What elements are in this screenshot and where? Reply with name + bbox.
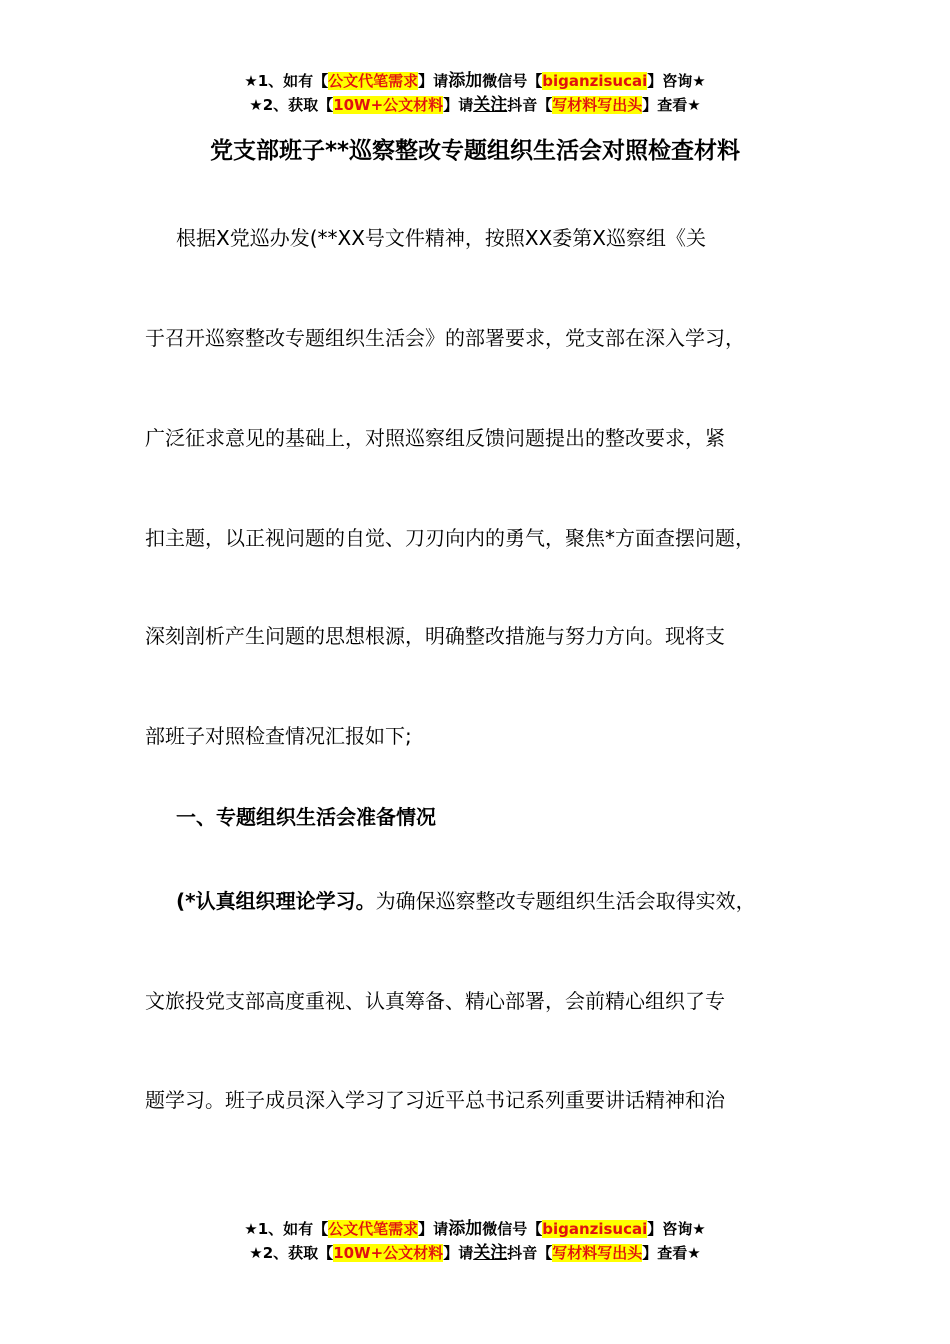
header-banner	[0, 69, 950, 117]
document-title: 党支部班子**巡察整改专题组织生活会对照检查材料	[209, 138, 741, 164]
banner-text: ★1、如有【	[244, 72, 329, 90]
banner-text: 】查看★	[642, 96, 701, 114]
banner-text: 】查看★	[642, 1244, 701, 1262]
banner-highlight: 10W+公文材料	[333, 96, 444, 114]
banner-text: 】请	[443, 96, 474, 114]
banner-line-1	[0, 1217, 950, 1241]
banner-text: ★1、如有【	[244, 1220, 329, 1238]
paragraph-line: 扣主题，以正视问题的自觉、刀刃向内的勇气，聚焦*方面查摆问题，	[145, 526, 755, 550]
paragraph-line	[176, 885, 756, 914]
paragraph-text: 为确保巡察整改专题组织生活会取得实效，	[375, 889, 756, 913]
paragraph-line: 广泛征求意见的基础上，对照巡察组反馈问题提出的整改要求，紧	[145, 426, 725, 450]
banner-line-2	[0, 93, 950, 117]
paragraph-line: 部班子对照检查情况汇报如下;	[145, 724, 412, 748]
paragraph-lead: (*认真组织理论学习。	[176, 889, 376, 913]
paragraph-line: 文旅投党支部高度重视、认真筹备、精心部署，会前精心组织了专	[145, 989, 725, 1013]
banner-text: 】请	[443, 1244, 474, 1262]
banner-highlight: 写材料写出头	[552, 96, 643, 114]
banner-highlight: 公文代笔需求	[328, 72, 419, 90]
banner-emphasis: 关注	[473, 1243, 508, 1263]
banner-text: 】咨询★	[647, 72, 706, 90]
banner-text: 微信号【	[482, 1220, 543, 1238]
banner-emphasis: 添加	[448, 71, 483, 91]
footer-banner	[0, 1217, 950, 1265]
banner-highlight: biganzisucai	[542, 1220, 648, 1238]
banner-text: 】请	[418, 72, 449, 90]
banner-text: 】请	[418, 1220, 449, 1238]
banner-text: 微信号【	[482, 72, 543, 90]
banner-text: 】咨询★	[647, 1220, 706, 1238]
banner-line-2	[0, 1241, 950, 1265]
banner-highlight: 写材料写出头	[552, 1244, 643, 1262]
banner-line-1	[0, 69, 950, 93]
banner-emphasis: 添加	[448, 1219, 483, 1239]
banner-text: 抖音【	[507, 1244, 553, 1262]
banner-text: ★2、获取【	[249, 1244, 334, 1262]
banner-text: ★2、获取【	[249, 96, 334, 114]
banner-highlight: 公文代笔需求	[328, 1220, 419, 1238]
banner-highlight: biganzisucai	[542, 72, 648, 90]
paragraph-line: 根据X党巡办发(**XX号文件精神，按照XX委第X巡察组《关	[176, 226, 707, 250]
paragraph-line: 深刻剖析产生问题的思想根源，明确整改措施与努力方向。现将支	[145, 624, 725, 648]
banner-text: 抖音【	[507, 96, 553, 114]
paragraph-line: 题学习。班子成员深入学习了习近平总书记系列重要讲话精神和治	[145, 1088, 725, 1112]
banner-highlight: 10W+公文材料	[333, 1244, 444, 1262]
section-heading: 一、专题组织生活会准备情况	[176, 805, 436, 829]
banner-emphasis: 关注	[473, 95, 508, 115]
paragraph-line: 于召开巡察整改专题组织生活会》的部署要求，党支部在深入学习，	[145, 326, 745, 350]
